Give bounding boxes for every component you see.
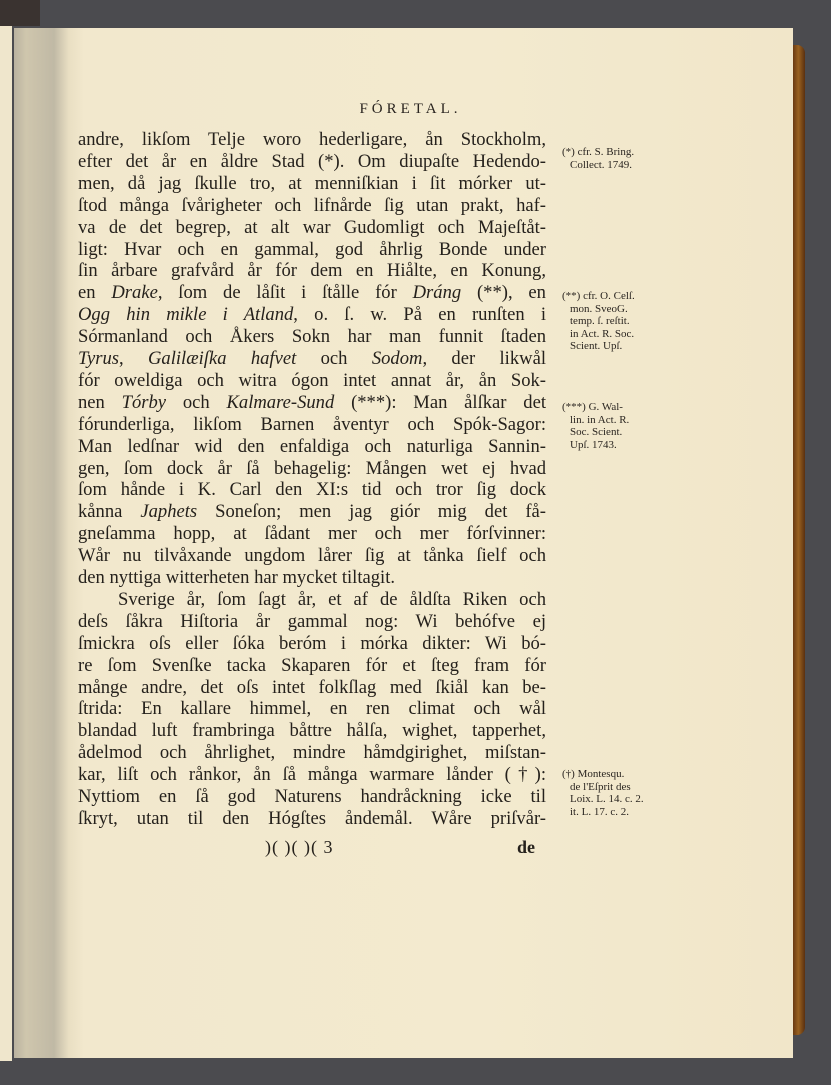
text-segment: ,	[118, 348, 148, 369]
margin-note-line: lin. in Act. R.	[570, 413, 630, 426]
text-line	[78, 698, 546, 720]
text-line	[78, 808, 546, 830]
text-segment: Man ledſnar wid den enfaldiga och naturliga Sannin-	[78, 435, 546, 457]
text-line	[78, 523, 546, 545]
text-segment: va de det begrep, at alt war Gudomligt och Majeſtåt-	[78, 216, 546, 238]
text-line	[78, 720, 546, 742]
text-segment: Sórmanland och Åkers Sokn har man funnit ſtaden	[78, 326, 546, 348]
margin-note	[562, 768, 644, 818]
margin-note-line: temp. ſ. reſtit.	[570, 315, 630, 327]
text-line	[78, 567, 546, 589]
text-line	[78, 655, 546, 677]
margin-note-line: (†) Montesqu.	[562, 768, 625, 780]
running-header-title: FÓRETAL.	[359, 101, 462, 117]
text-segment: den nyttiga witterheten har mycket tiltagit.	[78, 567, 396, 588]
text-segment: , o. ſ. w. På en runſten i	[293, 304, 546, 326]
text-line	[78, 370, 546, 392]
italic-text: Galilæiſka hafvet	[147, 348, 297, 369]
text-segment: gen, ſom dock år ſå behagelig: Mången wet ej hvad	[78, 457, 546, 479]
text-line	[78, 282, 546, 304]
text-line	[78, 633, 546, 655]
text-segment: och	[166, 391, 227, 413]
text-line	[78, 545, 546, 567]
text-line	[78, 414, 546, 436]
text-line	[78, 151, 546, 173]
margin-note-line: Soc. Scient.	[570, 426, 623, 438]
text-line	[78, 501, 546, 523]
text-segment: fór oweldiga och witra ógon intet annat år, ån Sok-	[78, 369, 546, 391]
margin-note-line: Upſ. 1743.	[570, 438, 617, 451]
margin-note-line: (***) G. Wal-	[562, 401, 623, 413]
text-segment: , ſom de låſit i ſtålle fór	[157, 282, 413, 304]
text-segment: ſin årbare grafvård år fór dem en Hiålte, en Konung,	[78, 260, 546, 282]
text-segment: , der likwål	[422, 348, 546, 369]
text-segment: kånna	[78, 501, 141, 523]
italic-text: Dráng	[412, 282, 462, 304]
text-segment: Soneſon; men jag giór mig det få-	[197, 501, 546, 523]
italic-text: Kalmare-Sund	[226, 391, 335, 413]
margin-note-line: (*) cfr. S. Bring.	[562, 146, 635, 158]
text-line	[78, 589, 546, 611]
text-segment: ſom hånde i K. Carl den XI:s tid och tror ſig dock	[78, 479, 546, 501]
text-line	[78, 217, 546, 239]
text-line	[78, 304, 546, 326]
text-line	[78, 611, 546, 633]
italic-text: Ogg hin mikle i Atland	[78, 304, 294, 326]
text-segment: ſkryt, utan til den Hógſtes åndemål. Wåre priſvår-	[78, 807, 546, 829]
text-segment: månge andre, det oſs intet folkſlag med ſkiål kan be-	[78, 676, 546, 698]
italic-text: Drake	[111, 282, 158, 304]
text-line	[78, 348, 546, 370]
text-segment: gneſamma hopp, at ſådant mer och mer fórſvinner:	[78, 523, 546, 545]
text-segment: en	[78, 282, 112, 304]
italic-text: Japhets	[140, 501, 198, 523]
text-segment: ligt: Hvar och en gammal, god åhrlig Bonde under	[78, 238, 546, 260]
running-header	[0, 101, 831, 118]
margin-note-line: de l'Eſprit des	[570, 780, 631, 793]
text-segment: fórunderliga, likſom Barnen åventyr och Spók-Sagor:	[78, 413, 546, 435]
italic-text: Tyrus	[78, 348, 119, 369]
text-segment: Sverige år, ſom ſagt år, et af de åldſta Riken och	[118, 588, 546, 610]
text-segment: andre, likſom Telje woro hederligare, ån Stockholm,	[78, 129, 546, 150]
text-line	[78, 173, 546, 195]
text-segment: ſmickra oſs eller ſóka beróm i mórka dikter: Wi bó-	[78, 632, 546, 654]
text-line	[78, 392, 546, 414]
text-segment: kar, liſt och rånkor, ån ſå många warmare lånder (†):	[78, 764, 546, 786]
text-segment: men, då jag ſkulle tro, at menniſkian i ſit mórker ut-	[78, 172, 546, 194]
text-line	[78, 764, 546, 786]
text-segment: (**), en	[461, 282, 546, 304]
text-line	[78, 677, 546, 699]
text-segment: efter det år en åldre Stad (*). Om diupaſte Hedendo-	[78, 150, 546, 172]
book-spine-top	[0, 0, 40, 26]
margin-note-line: mon. SveoG.	[570, 302, 628, 315]
text-segment: nen	[78, 391, 122, 413]
italic-text: Tórby	[121, 391, 167, 413]
text-line	[78, 326, 546, 348]
text-segment: (***): Man ålſkar det	[334, 391, 546, 413]
text-line	[78, 129, 546, 151]
italic-text: Sodom	[371, 348, 423, 369]
text-segment: ſtod många ſvårigheter och lifnårde ſig utan prakt, haf-	[78, 194, 546, 216]
margin-note-line: (**) cfr. O. Celſ.	[562, 290, 635, 302]
text-line	[78, 239, 546, 261]
leather-binding-edge	[793, 45, 805, 1035]
text-line	[78, 458, 546, 480]
margin-note	[562, 290, 635, 353]
text-line	[78, 195, 546, 217]
margin-note-line: it. L. 17. c. 2.	[570, 805, 629, 818]
signature-mark: )( )( )( 3	[265, 837, 334, 857]
text-line	[78, 436, 546, 458]
text-line	[78, 742, 546, 764]
text-segment: Wår nu tilvåxande ungdom lårer ſig at tånka ſielf och	[78, 545, 546, 567]
margin-note	[562, 146, 634, 171]
margin-note-line: in Act. R. Soc.	[570, 327, 635, 340]
margin-note-line: Scient. Upſ.	[570, 340, 623, 352]
catchword: de	[517, 837, 535, 857]
margin-note-line: Loix. L. 14. c. 2.	[570, 793, 644, 805]
margin-note	[562, 401, 629, 451]
text-segment: ådelmod och åhrlighet, mindre håmdgirighet, miſstan-	[78, 742, 546, 764]
text-line	[78, 479, 546, 501]
text-segment: re ſom Svenſke tacka Skaparen fór et ſteg fram fór	[78, 654, 546, 676]
text-segment: deſs ſåkra Hiſtoria år gammal nog: Wi behófve ej	[78, 610, 546, 632]
text-segment: blandad luft frambringa båttre hålſa, wighet, tapperhet,	[78, 720, 546, 742]
text-line	[78, 786, 546, 808]
text-segment: Nyttiom en ſå god Naturens handråckning icke til	[78, 786, 546, 807]
text-line	[78, 260, 546, 282]
text-segment: ſtrida: En kallare himmel, en ren climat och wål	[78, 698, 546, 720]
text-segment: och	[296, 348, 372, 369]
previous-page-edge	[0, 26, 12, 1061]
margin-note-line: Collect. 1749.	[570, 158, 633, 171]
